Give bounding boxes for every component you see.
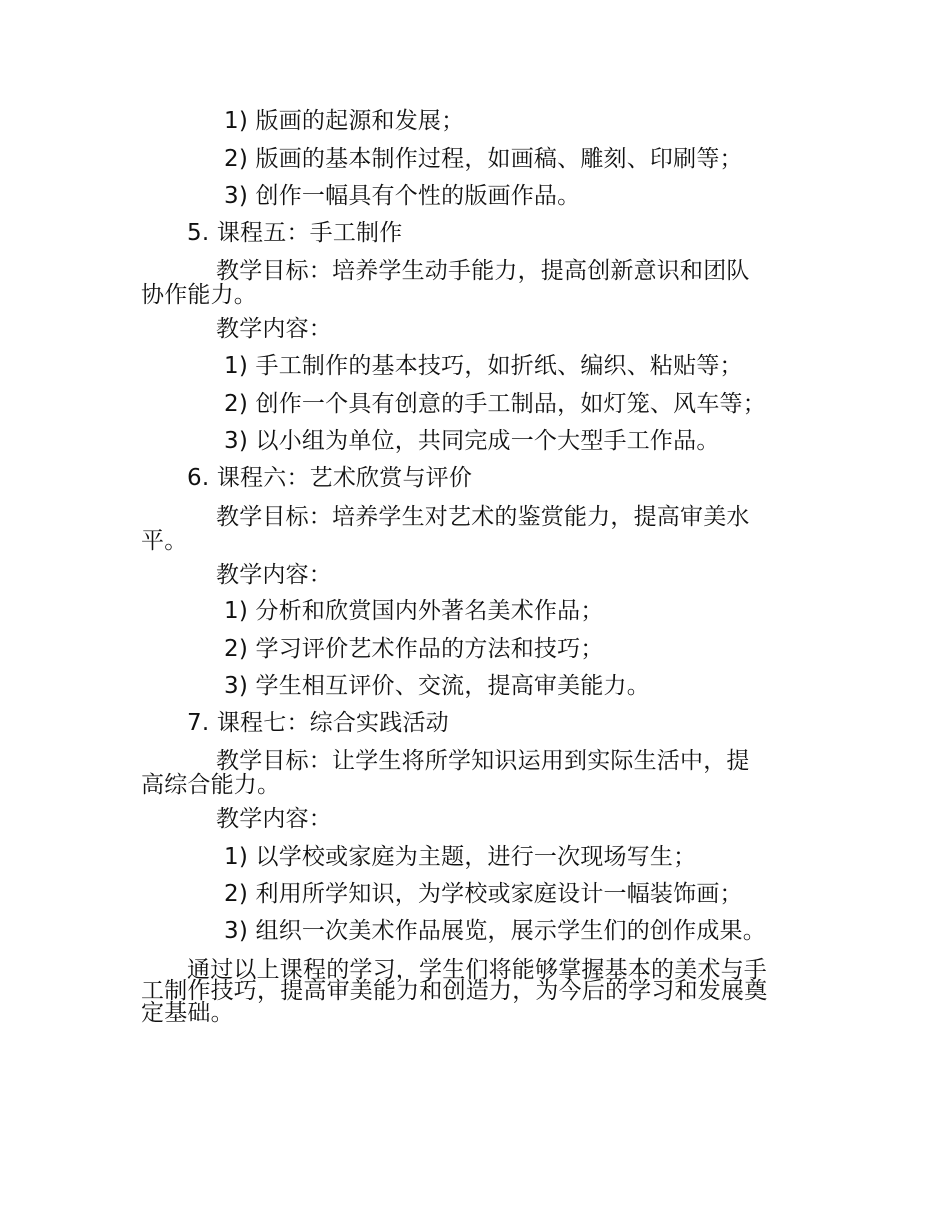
course7-goal-line-2: 高综合能力。 [141,772,281,798]
closing-line-3: 定基础。 [141,1000,234,1026]
course7-content-label: 教学内容： [216,806,332,832]
course6-goal-line-1: 教学目标：培养学生对艺术的鉴赏能力，提高审美水 [216,504,750,530]
course5-goal-line-2: 协作能力。 [141,282,257,308]
course5-goal-line-1: 教学目标：培养学生动手能力，提高创新意识和团队 [216,258,750,284]
course6-item-3: 3) 学生相互评价、交流，提高审美能力。 [224,673,650,699]
closing-line-2: 工制作技巧，提高审美能力和创造力，为今后的学习和发展奠 [141,978,768,1004]
course5-item-3: 3) 以小组为单位，共同完成一个大型手工作品。 [224,428,720,454]
course7-item-1: 1) 以学校或家庭为主题，进行一次现场写生； [224,844,697,870]
closing-line-1: 通过以上课程的学习，学生们将能够掌握基本的美术与手 [187,957,767,983]
course6-content-label: 教学内容： [216,562,332,588]
course6-item-1: 1) 分析和欣赏国内外著名美术作品； [224,598,604,624]
course6-heading: 6. 课程六：艺术欣赏与评价 [187,465,473,491]
course5-heading: 5. 课程五：手工制作 [187,220,403,246]
course7-heading: 7. 课程七：综合实践活动 [187,710,449,736]
course7-goal-line-1: 教学目标：让学生将所学知识运用到实际生活中，提 [216,748,750,774]
course6-goal-line-2: 平。 [141,528,188,554]
course4-item-1: 1) 版画的起源和发展； [224,108,465,134]
course6-item-2: 2) 学习评价艺术作品的方法和技巧； [224,636,604,662]
course7-item-2: 2) 利用所学知识，为学校或家庭设计一幅装饰画； [224,881,743,907]
course5-content-label: 教学内容： [216,316,332,342]
course4-item-2: 2) 版画的基本制作过程，如画稿、雕刻、印刷等； [224,146,743,172]
course5-item-1: 1) 手工制作的基本技巧，如折纸、编织、粘贴等； [224,353,743,379]
course4-item-3: 3) 创作一幅具有个性的版画作品。 [224,183,581,209]
course7-item-3: 3) 组织一次美术作品展览，展示学生们的创作成果。 [224,918,766,944]
course5-item-2: 2) 创作一个具有创意的手工制品，如灯笼、风车等； [224,391,766,417]
